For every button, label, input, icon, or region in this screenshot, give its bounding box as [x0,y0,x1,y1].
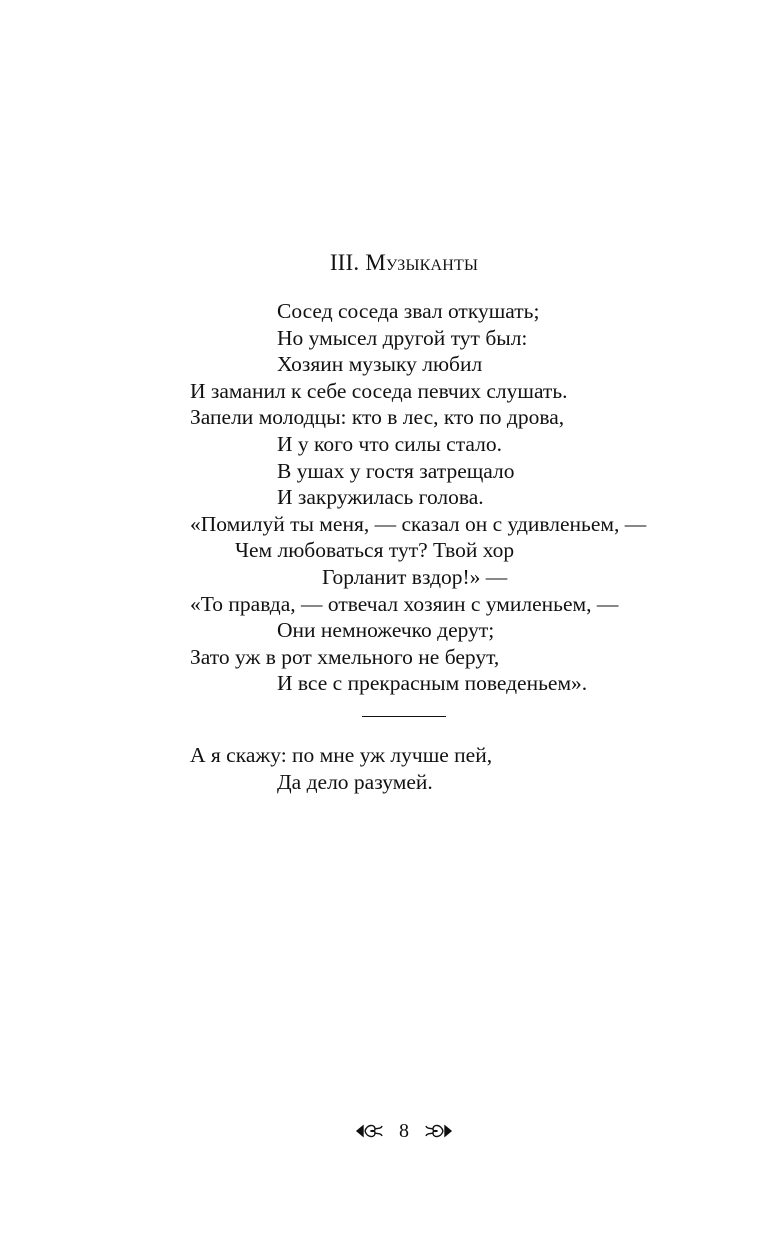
poem-line: Сосед соседа звал откушать; [277,299,540,323]
poem-line: Зато уж в рот хмельного не берут, [190,644,500,669]
poem-line: И заманил к себе соседа певчих слушать. [190,378,568,403]
title-numeral: III. [329,250,360,275]
poem-line: В ушах у гостя затрещало [277,458,515,483]
poem-line: А я скажу: по мне уж лучше пей, [190,743,493,767]
poem-title [0,250,768,276]
poem-line: Горланит вздор!» — [322,564,508,589]
poem-line: Чем любоваться тут? Твой хор [235,538,515,563]
poem-line: Запели молодцы: кто в лес, кто по дрова, [190,405,565,430]
poem-stanza [190,298,646,697]
poem-line: «То правда, — отвечал хозяин с умиленьем, — [190,591,619,616]
poem-line: И у кого что силы стало. [277,431,502,456]
poem-line: «Помилуй ты меня, — сказал он с удивленьем, — [190,511,647,536]
title-word: Музыканты [365,250,479,275]
poem-line: И закружилась голова. [277,485,484,510]
page-number: 8 [399,1120,409,1142]
poem-line: Хозяин музыку любил [277,352,483,377]
page-footer [0,1120,768,1142]
poem-line: Но умысел другой тут был: [277,325,528,350]
poem-moral [190,742,492,795]
ornament-left-icon [355,1120,385,1142]
poem-line: И все с прекрасным поведеньем». [277,671,588,696]
section-divider [362,716,446,717]
poem-line: Да дело разумей. [277,769,433,794]
poem-line: Они немножечко дерут; [277,618,495,643]
ornament-right-icon [423,1120,453,1142]
